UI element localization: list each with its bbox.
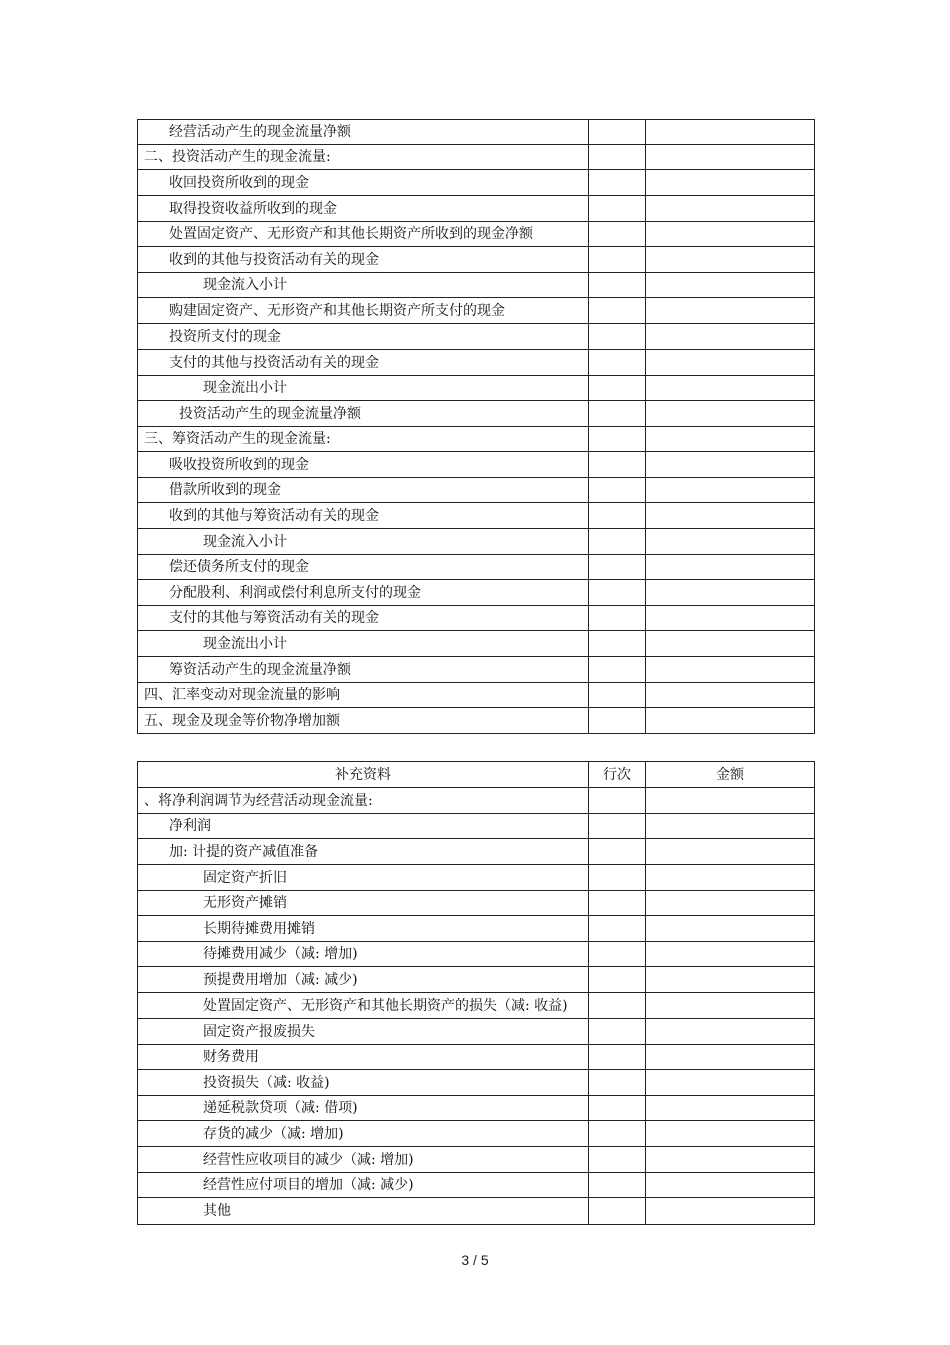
amount-cell[interactable] (646, 942, 815, 967)
table-row (138, 839, 815, 865)
row-number-cell[interactable] (589, 1096, 646, 1121)
table-row (138, 1198, 815, 1225)
amount-cell[interactable] (646, 657, 815, 683)
row-number-cell[interactable] (589, 788, 646, 814)
row-label: 四、汇率变动对现金流量的影响 (138, 683, 589, 708)
row-number-cell[interactable] (589, 708, 646, 734)
amount-cell[interactable] (646, 1096, 815, 1121)
row-label: 加: 计提的资产减值准备 (138, 839, 589, 865)
row-label: 净利润 (138, 814, 589, 839)
table-row (138, 1173, 815, 1198)
amount-cell[interactable] (646, 120, 815, 145)
row-label: 筹资活动产生的现金流量净额 (138, 657, 589, 683)
row-label: 五、现金及现金等价物净增加额 (138, 708, 589, 734)
row-label: 、将净利润调节为经营活动现金流量: (138, 788, 589, 814)
table-row (138, 708, 815, 734)
row-label: 吸收投资所收到的现金 (138, 452, 589, 478)
table-row (138, 1070, 815, 1096)
row-number-cell[interactable] (589, 1198, 646, 1225)
amount-cell[interactable] (646, 298, 815, 324)
row-label: 待摊费用减少（减: 增加) (138, 942, 589, 967)
row-number-cell[interactable] (589, 1070, 646, 1096)
row-number-cell[interactable] (589, 606, 646, 631)
amount-cell[interactable] (646, 1070, 815, 1096)
table-row (138, 683, 815, 708)
row-label: 经营性应付项目的增加（减: 减少) (138, 1173, 589, 1198)
table-row (138, 452, 815, 478)
row-label: 现金流入小计 (138, 529, 589, 555)
amount-cell[interactable] (646, 427, 815, 452)
page-number: 3 / 5 (461, 1252, 489, 1268)
table-row (138, 1147, 815, 1173)
table-row (138, 1045, 815, 1070)
row-label: 固定资产报废损失 (138, 1019, 589, 1045)
row-number-cell[interactable] (589, 814, 646, 839)
row-number-cell[interactable] (589, 273, 646, 298)
row-number-cell[interactable] (589, 916, 646, 942)
row-number-cell[interactable] (589, 891, 646, 916)
row-number-cell[interactable] (589, 1147, 646, 1173)
row-number-cell[interactable] (589, 657, 646, 683)
table-row (138, 222, 815, 247)
row-label: 收到的其他与投资活动有关的现金 (138, 247, 589, 273)
table-row (138, 580, 815, 606)
row-label: 取得投资收益所收到的现金 (138, 196, 589, 222)
amount-cell[interactable] (646, 376, 815, 401)
row-number-cell[interactable] (589, 376, 646, 401)
row-number-cell[interactable] (589, 401, 646, 427)
row-number-cell[interactable] (589, 196, 646, 222)
row-label: 其他 (138, 1198, 589, 1225)
row-number-cell[interactable] (589, 631, 646, 657)
table-row (138, 631, 815, 657)
row-number-cell[interactable] (589, 967, 646, 993)
amount-cell[interactable] (646, 993, 815, 1019)
table-row (138, 170, 815, 196)
row-label: 收到的其他与筹资活动有关的现金 (138, 503, 589, 529)
table-row (138, 529, 815, 555)
row-label: 支付的其他与筹资活动有关的现金 (138, 606, 589, 631)
table-row (138, 606, 815, 631)
row-number-cell[interactable] (589, 1045, 646, 1070)
row-number-cell[interactable] (589, 324, 646, 350)
row-number-cell[interactable] (589, 222, 646, 247)
amount-cell[interactable] (646, 478, 815, 503)
row-label: 长期待摊费用摊销 (138, 916, 589, 942)
amount-cell[interactable] (646, 1121, 815, 1147)
table-row (138, 478, 815, 503)
header-label: 补充资料 (138, 762, 589, 788)
table-row (138, 865, 815, 891)
row-label: 财务费用 (138, 1045, 589, 1070)
table-row (138, 1019, 815, 1045)
amount-cell[interactable] (646, 1019, 815, 1045)
row-number-cell[interactable] (589, 120, 646, 145)
row-label: 三、筹资活动产生的现金流量: (138, 427, 589, 452)
amount-cell[interactable] (646, 1198, 815, 1225)
row-number-cell[interactable] (589, 298, 646, 324)
row-label: 处置固定资产、无形资产和其他长期资产的损失（减: 收益) (138, 993, 589, 1019)
row-number-cell[interactable] (589, 839, 646, 865)
row-label: 投资损失（减: 收益) (138, 1070, 589, 1096)
table-row (138, 298, 815, 324)
amount-cell[interactable] (646, 196, 815, 222)
amount-cell[interactable] (646, 324, 815, 350)
table-row (138, 503, 815, 529)
row-number-cell[interactable] (589, 865, 646, 891)
row-number-cell[interactable] (589, 683, 646, 708)
row-number-cell[interactable] (589, 170, 646, 196)
amount-cell[interactable] (646, 967, 815, 993)
row-label: 固定资产折旧 (138, 865, 589, 891)
row-label: 现金流出小计 (138, 376, 589, 401)
row-label: 投资活动产生的现金流量净额 (138, 401, 589, 427)
table-row (138, 1121, 815, 1147)
row-label: 递延税款贷项（减: 借项) (138, 1096, 589, 1121)
row-number-cell[interactable] (589, 1173, 646, 1198)
table-row (138, 324, 815, 350)
row-label: 二、投资活动产生的现金流量: (138, 145, 589, 170)
row-label: 分配股利、利润或偿付利息所支付的现金 (138, 580, 589, 606)
table-row (138, 814, 815, 839)
amount-cell[interactable] (646, 452, 815, 478)
supplementary-info-table (137, 761, 815, 1225)
amount-cell[interactable] (646, 683, 815, 708)
table-row (138, 145, 815, 170)
row-label: 存货的减少（减: 增加) (138, 1121, 589, 1147)
table-row (138, 555, 815, 580)
table-row (138, 993, 815, 1019)
row-number-cell[interactable] (589, 145, 646, 170)
amount-cell[interactable] (646, 606, 815, 631)
amount-cell[interactable] (646, 580, 815, 606)
row-label: 收回投资所收到的现金 (138, 170, 589, 196)
amount-cell[interactable] (646, 273, 815, 298)
amount-cell[interactable] (646, 401, 815, 427)
row-number-cell[interactable] (589, 1019, 646, 1045)
row-number-cell[interactable] (589, 993, 646, 1019)
amount-cell[interactable] (646, 555, 815, 580)
row-label: 购建固定资产、无形资产和其他长期资产所支付的现金 (138, 298, 589, 324)
table-row (138, 401, 815, 427)
row-label: 偿还债务所支付的现金 (138, 555, 589, 580)
amount-cell[interactable] (646, 503, 815, 529)
table-row (138, 427, 815, 452)
amount-cell[interactable] (646, 247, 815, 273)
row-number-cell[interactable] (589, 1121, 646, 1147)
amount-cell[interactable] (646, 814, 815, 839)
row-label: 支付的其他与投资活动有关的现金 (138, 350, 589, 376)
row-label: 预提费用增加（减: 减少) (138, 967, 589, 993)
amount-cell[interactable] (646, 891, 815, 916)
amount-cell[interactable] (646, 1173, 815, 1198)
table-header-row (138, 762, 815, 788)
table-row (138, 916, 815, 942)
row-number-cell[interactable] (589, 555, 646, 580)
row-label: 无形资产摊销 (138, 891, 589, 916)
row-number-cell[interactable] (589, 350, 646, 376)
row-label: 现金流入小计 (138, 273, 589, 298)
table-row (138, 376, 815, 401)
table-row (138, 967, 815, 993)
table-row (138, 891, 815, 916)
header-amount: 金额 (646, 762, 815, 788)
row-number-cell[interactable] (589, 427, 646, 452)
cash-flow-table (137, 119, 815, 734)
table-row (138, 196, 815, 222)
amount-cell[interactable] (646, 865, 815, 891)
row-number-cell[interactable] (589, 580, 646, 606)
row-label: 经营性应收项目的减少（减: 增加) (138, 1147, 589, 1173)
table-row (138, 942, 815, 967)
amount-cell[interactable] (646, 708, 815, 734)
amount-cell[interactable] (646, 839, 815, 865)
header-row-number: 行次 (589, 762, 646, 788)
amount-cell[interactable] (646, 1147, 815, 1173)
table-row (138, 1096, 815, 1121)
table-row (138, 657, 815, 683)
row-number-cell[interactable] (589, 478, 646, 503)
row-number-cell[interactable] (589, 942, 646, 967)
row-number-cell[interactable] (589, 529, 646, 555)
table-row (138, 120, 815, 145)
amount-cell[interactable] (646, 145, 815, 170)
row-label: 处置固定资产、无形资产和其他长期资产所收到的现金净额 (138, 222, 589, 247)
row-label: 投资所支付的现金 (138, 324, 589, 350)
row-label: 借款所收到的现金 (138, 478, 589, 503)
amount-cell[interactable] (646, 222, 815, 247)
row-number-cell[interactable] (589, 503, 646, 529)
table-row (138, 273, 815, 298)
amount-cell[interactable] (646, 350, 815, 376)
table-row (138, 788, 815, 814)
amount-cell[interactable] (646, 788, 815, 814)
amount-cell[interactable] (646, 1045, 815, 1070)
row-label: 经营活动产生的现金流量净额 (138, 120, 589, 145)
table-row (138, 350, 815, 376)
row-number-cell[interactable] (589, 247, 646, 273)
row-label: 现金流出小计 (138, 631, 589, 657)
amount-cell[interactable] (646, 529, 815, 555)
amount-cell[interactable] (646, 170, 815, 196)
row-number-cell[interactable] (589, 452, 646, 478)
table-row (138, 247, 815, 273)
amount-cell[interactable] (646, 631, 815, 657)
amount-cell[interactable] (646, 916, 815, 942)
